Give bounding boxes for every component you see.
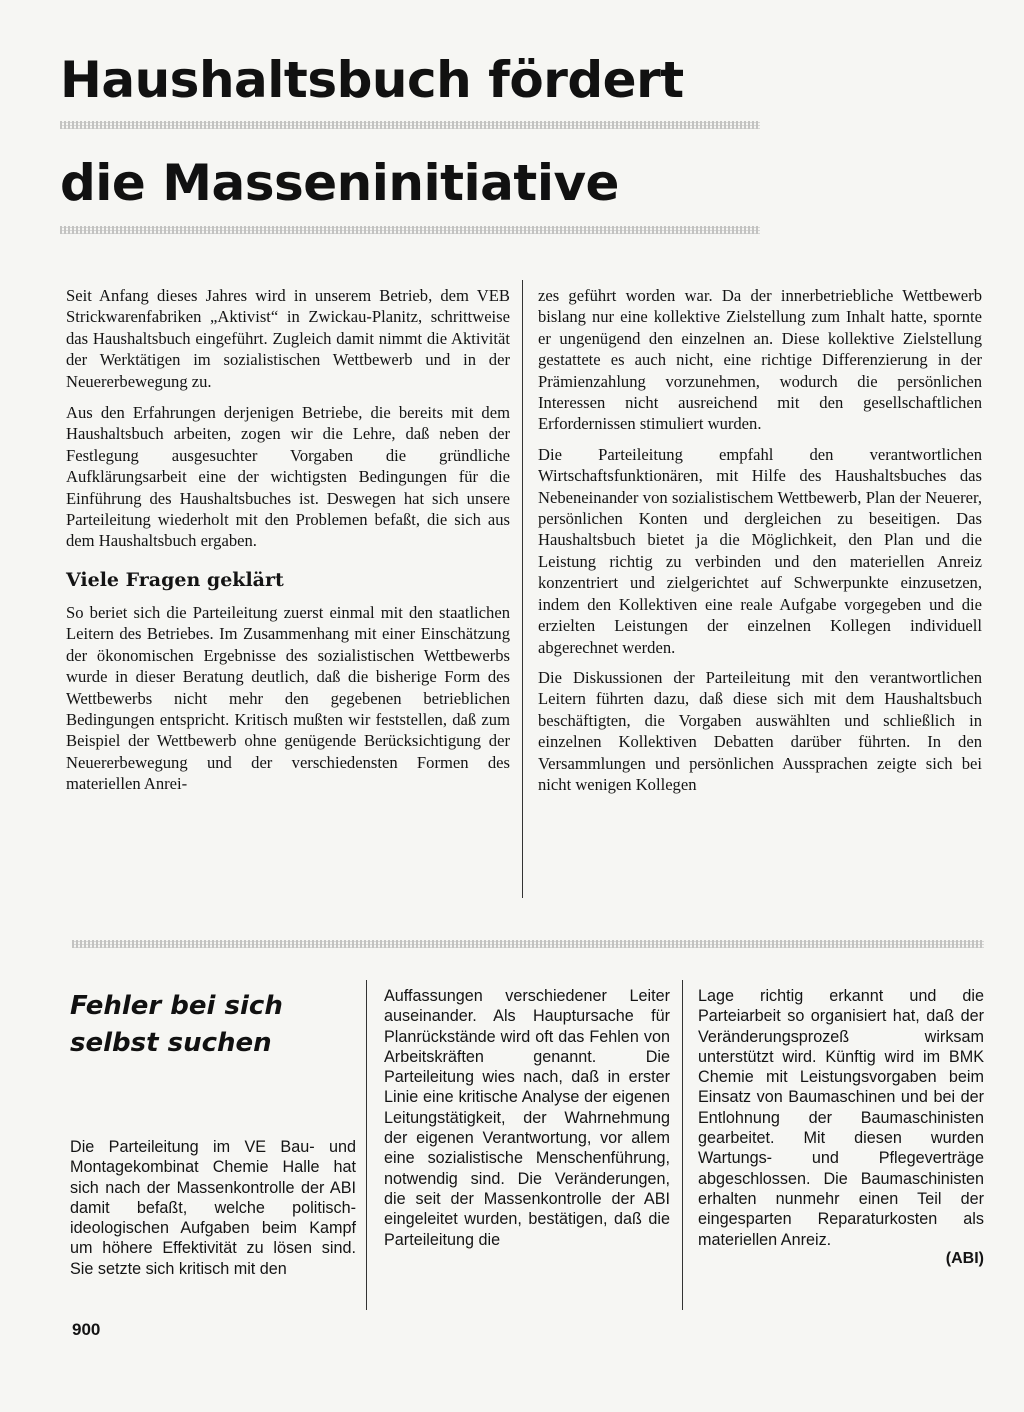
subheading: Viele Fragen geklärt (66, 568, 284, 591)
section-divider (72, 940, 984, 948)
article2-column-3 (698, 986, 984, 1268)
article-column-left (66, 285, 510, 805)
paragraph: So beriet sich die Parteileitung zuerst einmal mit den staatlichen Leitern des Betriebes. Im Zusammenhang mit einer Einschätzung der ökonomischen Ergebnisse des sozialistischen Wettbewerbs wurde in dieser Beratung deutlich, daß die bisherige Form des Wettbewerbs nicht mehr den gegebenen betrieblichen Bedingungen entspricht. Kritisch mußten wir feststellen, daß zum Beispiel der Wettbewerb ohne genügende Berücksichtigung der Neuererbewegung und der verschiedensten Formen des materiellen Anrei- (66, 602, 510, 794)
signature: (ABI) (945, 1249, 984, 1267)
paragraph: Die Parteileitung im VE Bau- und Montagekombinat Chemie Halle hat sich nach der Massenkontrolle der ABI damit befaßt, welche politisch-ideologischen Aufgaben beim Kampf um höhere Effektivität zu lösen sind. Sie setzte sich kritisch mit den (70, 1138, 356, 1278)
article-column-right (538, 285, 982, 804)
article-title-line-1: Fehler bei sich (70, 991, 283, 1021)
page-number: 900 (72, 1320, 101, 1339)
paragraph: Die Diskussionen der Parteileitung mit den verantwortlichen Leitern führten dazu, daß diese sich mit dem Haushaltsbuch beschäftigten, die Vorgaben auswählten und schließlich in einzelnen Kollektiven Debatten darüber führten. In den Versammlungen und persönlichen Aussprachen zeigte sich bei nicht wenigen Kollegen (538, 667, 982, 794)
column-divider (366, 980, 367, 1310)
paragraph: Auffassungen verschiedener Leiter auseinander. Als Hauptursache für Planrückstände wird oft das Fehlen von Arbeitskräften genannt. Die Parteileitung wies nach, daß in erster Linie eine kritische Analyse der eigenen Leitungstätigkeit, der Wahrnehmung der eigenen Verantwortung, vor allem eine sozialistische Menschenführung, notwendig sind. Die Veränderungen, die seit der Massenkontrolle der ABI eingeleitet wurden, bestätigen, daß die Parteileitung die (384, 987, 670, 1249)
decorative-rule (60, 226, 760, 234)
column-divider (682, 980, 683, 1310)
paragraph: Die Parteileitung empfahl den verantwortlichen Wirtschaftsfunktionären, mit Hilfe des Haushaltsbuches das Nebeneinander von sozialistischem Wettbewerb, Plan der Neuerer, persönlichen Konten und dergleichen zu beseitigen. Das Haushaltsbuch bietet ja die Möglichkeit, den Plan und die Leistung richtig zu verbinden und den materiellen Anreiz konzentriert und zielgerichtet auf Schwerpunkte einzusetzen, indem den Kollektiven eine reale Aufgabe vorgegeben und die erzielten Leistungen der einzelnen Kollegen individuell abgerechnet werden. (538, 444, 982, 657)
paragraph: Aus den Erfahrungen derjenigen Betriebe, die bereits mit dem Haushaltsbuch arbeiten, zogen wir die Lehre, daß neben der Festlegung ausgesuchter Vorgaben die gründliche Aufklärungsarbeit eine der wichtigsten Bedingungen für die Einführung des Haushaltsbuches ist. Deswegen hat sich unsere Parteileitung wiederholt mit den Problemen befaßt, die sich aus dem Haushaltsbuch ergaben. (66, 403, 510, 551)
headline-line-2: die Masseninitiative (60, 154, 619, 212)
paragraph: zes geführt worden war. Da der innerbetriebliche Wettbewerb bislang nur eine kollektive Zielstellung zum Inhalt hatte, spornte er ungenügend den einzelnen an. Diese kollektive Zielstellung gestattete es auch nicht, eine richtige Differenzierung in der Prämienzahlung vorzunehmen, wodurch die persönlichen Interessen nicht ausreichend mit den gesellschaftlichen Erfordernissen stimuliert wurden. (538, 286, 982, 434)
paragraph: Lage richtig erkannt und die Parteiarbeit so organisiert hat, daß der Veränderungsprozeß wirksam unterstützt wird. Künftig wird im BMK Chemie mit Leistungsvorgaben beim Einsatz von Baumaschinen und bei der Entlohnung der Baumaschinisten gearbeitet. Mit diesen wurden Wartungs- und Pflegeverträge abgeschlossen. Die Baumaschinisten erhalten nunmehr einen Teil der eingesparten Reparaturkosten als materiellen Anreiz. (698, 987, 984, 1249)
paragraph: Seit Anfang dieses Jahres wird in unserem Betrieb, dem VEB Strickwarenfabriken „Aktivist“ in Zwickau-Planitz, schrittweise das Haushaltsbuch eingeführt. Zugleich damit nimmt die Aktivität der Werktätigen im sozialistischen Wettbewerb und in der Neuererbewegung zu. (66, 286, 510, 391)
article2-column-2 (384, 986, 670, 1250)
headline-line-1: Haushaltsbuch fördert (60, 51, 684, 109)
article2-column-1 (70, 1137, 356, 1279)
column-divider (522, 280, 523, 898)
article-title-line-2: selbst suchen (70, 1028, 272, 1058)
decorative-rule (60, 121, 760, 129)
article-title (70, 988, 360, 1062)
